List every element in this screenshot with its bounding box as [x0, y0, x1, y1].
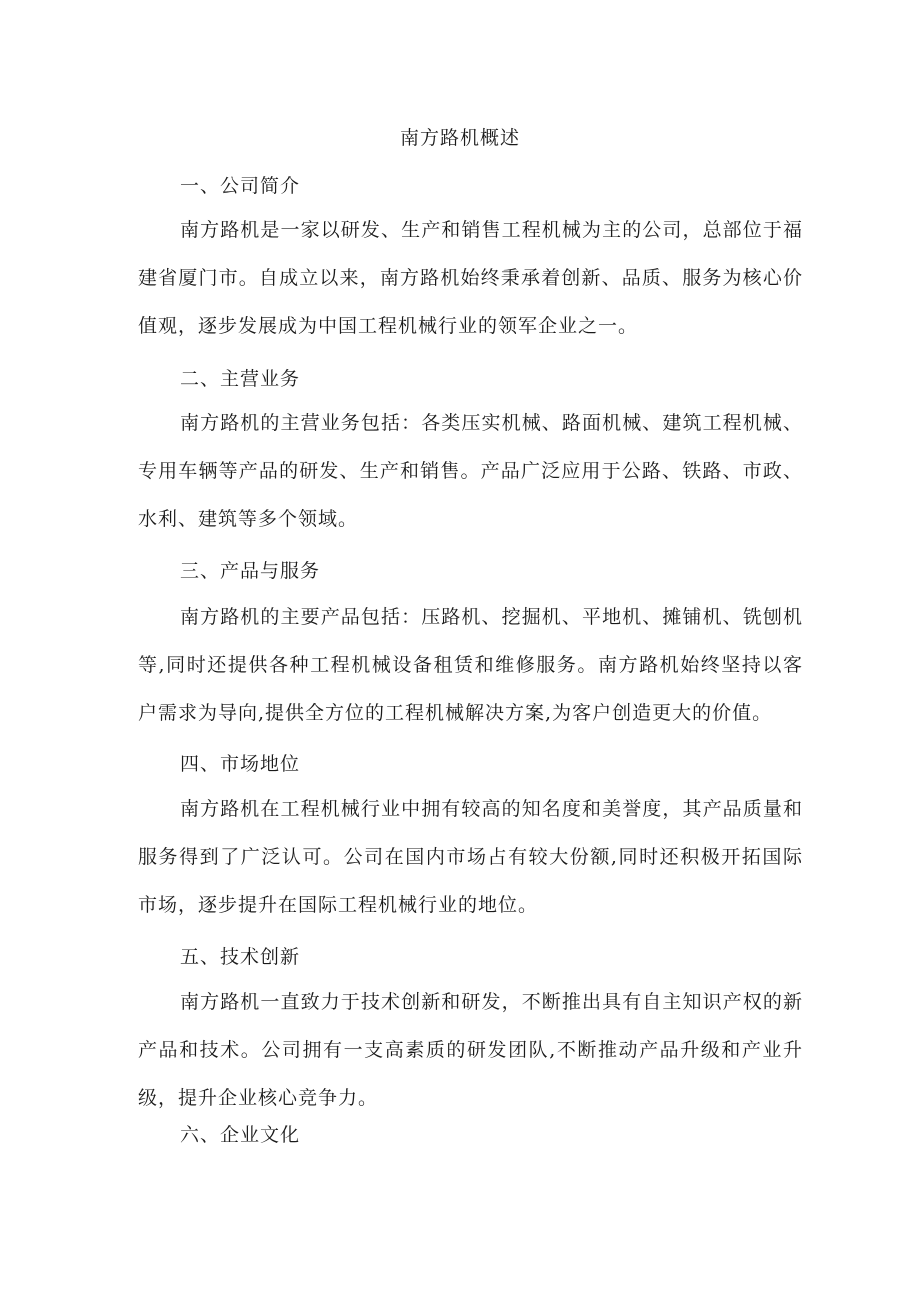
document-title: 南方路机概述 [399, 127, 520, 149]
section-body-company-profile: 南方路机是一家以研发、生产和销售工程机械为主的公司，总部位于福建省厦门市。自成立以来，南方路机始终秉承着创新、品质、服务为核心价值观，逐步发展成为中国工程机械行业的领军企业之一。 [138, 219, 803, 337]
section-body-main-business: 南方路机的主营业务包括：各类压实机械、路面机械、建筑工程机械、专用车辆等产品的研发、生产和销售。产品广泛应用于公路、铁路、市政、水利、建筑等多个领域。 [138, 412, 803, 530]
section-body-products-services: 南方路机的主要产品包括：压路机、挖掘机、平地机、摊铺机、铣刨机等,同时还提供各种工程机械设备租赁和维修服务。南方路机始终坚持以客户需求为导向,提供全方位的工程机械解决方案,为客户创造更大的价值。 [138, 606, 803, 724]
section-heading-market-position: 四、市场地位 [180, 753, 301, 775]
section-body-market-position: 南方路机在工程机械行业中拥有较高的知名度和美誉度，其产品质量和服务得到了广泛认可。公司在国内市场占有较大份额,同时还积极开拓国际市场，逐步提升在国际工程机械行业的地位。 [138, 798, 803, 916]
section-heading-products-services: 三、产品与服务 [180, 560, 321, 582]
section-body-technical-innovation: 南方路机一直致力于技术创新和研发，不断推出具有自主知识产权的新产品和技术。公司拥有一支高素质的研发团队,不断推动产品升级和产业升级，提升企业核心竞争力。 [138, 991, 803, 1109]
section-heading-technical-innovation: 五、技术创新 [180, 946, 301, 968]
section-heading-corporate-culture: 六、企业文化 [180, 1124, 301, 1146]
section-heading-company-profile: 一、公司简介 [180, 175, 301, 197]
section-heading-main-business: 二、主营业务 [180, 368, 301, 390]
